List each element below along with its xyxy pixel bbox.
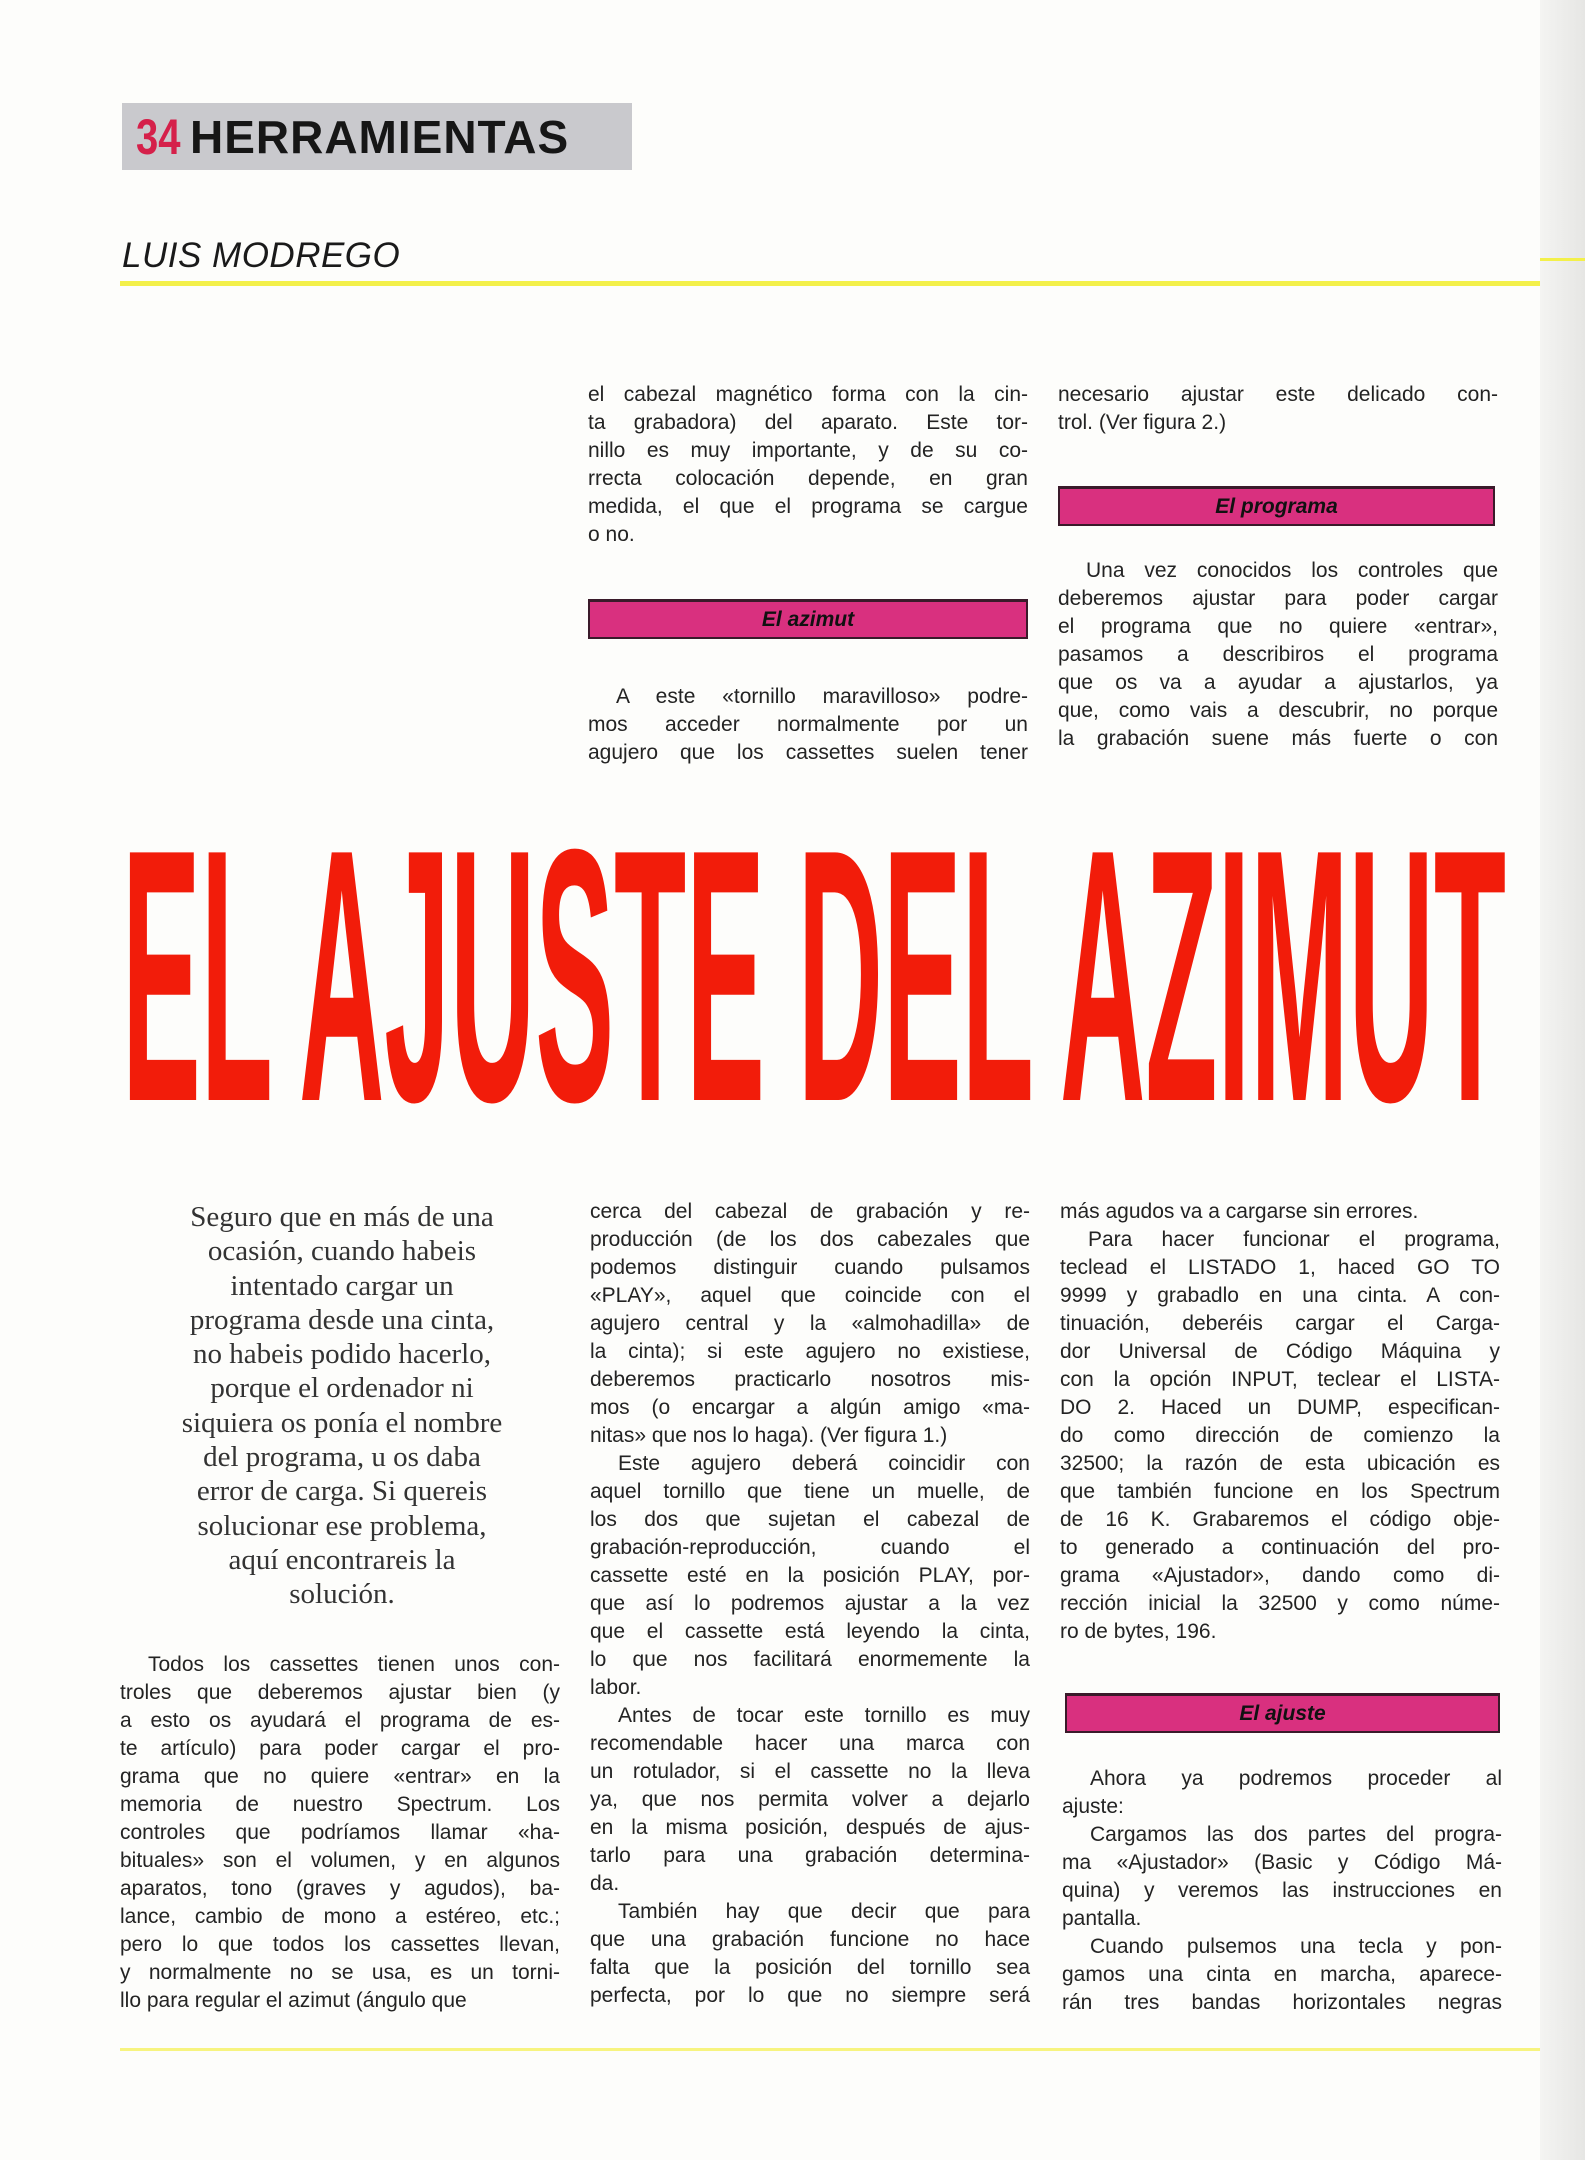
text-line: rán tres bandas horizontales negras [1062,1991,1502,2014]
text-line: da. [590,1872,620,1895]
paragraph [588,381,1028,549]
text-line: pasamos a describiros el programa [1058,643,1498,666]
text-line: perfecta, por lo que no siempre será [590,1984,1030,2007]
text-line: «PLAY», aquel que coincide con el [590,1284,1030,1307]
text-line: la cinta); si este agujero no existiese, [590,1340,1030,1363]
column-2 [590,1198,1030,2010]
intro-line: siquiera os ponía el nombre [181,1406,503,1439]
text-line: troles que deberemos ajustar bien (y [120,1681,560,1704]
text-line: memoria de nuestro Spectrum. Los [120,1793,560,1816]
text-line: Cargamos las dos partes del progra- [1090,1823,1502,1846]
text-line: los dos que sujetan el cabezal de [590,1508,1030,1531]
text-line: También hay que decir que para [618,1900,1030,1923]
text-line: Una vez conocidos los controles que [1086,559,1498,582]
column-1 [120,1651,560,2015]
heading-el-azimut: El azimut [588,599,1028,639]
text-line: agujero central y la «almohadilla» de [590,1312,1030,1335]
text-line: o no. [588,523,635,546]
text-line: do como dirección de comienzo la [1060,1424,1500,1447]
article-title-text: EL AJUSTE DEL AZIMUT [122,830,1506,1120]
text-line: labor. [590,1676,642,1699]
paragraph [1062,1765,1502,1821]
text-line: el cabezal magnético forma con la cin- [588,383,1028,406]
text-line: que os va a ayudar a ajustarlos, ya [1058,671,1498,694]
text-line: bituales» son el volumen, y en algunos [120,1849,560,1872]
paragraph [1060,1198,1500,1226]
text-line: rrecta colocación depende, en gran [588,467,1028,490]
section-name: HERRAMIENTAS [190,110,570,163]
text-line: y normalmente no se usa, es un torni- [120,1961,560,1984]
text-line: que una grabación funcione no hace [590,1928,1030,1951]
text-line: mos acceder normalmente por un [588,713,1028,736]
text-line: de 16 K. Grabaremos el código obje- [1060,1508,1500,1531]
text-line: Ahora ya podremos proceder al [1090,1767,1502,1790]
top-column-2-para [588,683,1028,767]
text-line: aquel tornillo que tiene un muelle, de [590,1480,1030,1503]
text-line: 32500; la razón de esta ubicación es [1060,1452,1500,1475]
intro-lead [122,1200,562,1612]
top-column-3 [1058,381,1498,437]
text-line: pero lo que todos los cassettes llevan, [120,1933,560,1956]
text-line: grabación-reproducción, cuando el [590,1536,1030,1559]
intro-line: solucionar ese problema, [197,1509,487,1542]
intro-line: Seguro que en más de una [190,1201,494,1233]
text-line: trol. (Ver figura 2.) [1058,411,1227,434]
text-line: a esto os ayudará el programa de es- [120,1709,560,1732]
text-line: ro de bytes, 196. [1060,1620,1217,1643]
paragraph [1058,381,1498,437]
text-line: Antes de tocar este tornillo es muy [618,1704,1030,1727]
bottom-rule [120,2048,1540,2051]
text-line: podemos distinguir cuando pulsamos [590,1256,1030,1279]
text-line: medida, el que el programa se cargue [588,495,1028,518]
text-line: dor Universal de Código Máquina y [1060,1340,1500,1363]
text-line: tarlo para una grabación determina- [590,1844,1030,1867]
text-line: producción (de los dos cabezales que [590,1228,1030,1251]
paragraph [120,1651,560,2015]
text-line: lance, cambio de mono a estéreo, etc.; [120,1905,560,1928]
text-line: mos (o encargar a algún amigo «ma- [590,1396,1030,1419]
paragraph [590,1198,1030,1450]
column-3 [1060,1198,1500,1646]
text-line: llo para regular el azimut (ángulo que [120,1989,467,2012]
text-line: to generado a continuación del pro- [1060,1536,1500,1559]
text-line: tinuación, deberéis cargar el Carga- [1060,1312,1500,1335]
text-line: más agudos va a cargarse sin errores. [1060,1200,1419,1223]
text-line: ya, que nos permita volver a dejarlo [590,1788,1030,1811]
text-line: que, como vais a descubrir, no porque [1058,699,1498,722]
intro-line: solución. [289,1578,395,1611]
paragraph [590,1450,1030,1702]
text-line: ma «Ajustador» (Basic y Código Má- [1062,1851,1502,1874]
text-line: DO 2. Haced un DUMP, especifican- [1060,1396,1500,1419]
text-line: lo que nos facilitará enormemente la [590,1648,1030,1671]
text-line: grama «Ajustador», dando como di- [1060,1564,1500,1587]
paragraph [1060,1226,1500,1646]
text-line: que así lo podremos ajustar a la vez [590,1592,1030,1615]
text-line: falta que la posición del tornillo sea [590,1956,1030,1979]
article-title [118,830,1513,1120]
text-line: que también funcione en los Spectrum [1060,1480,1500,1503]
column-3-lower [1062,1765,1502,2017]
top-column-2 [588,381,1028,549]
text-line: 9999 y grabadlo en una cinta. A con- [1060,1284,1500,1307]
intro-line: aquí encontrareis la [228,1543,456,1576]
text-line: cerca del cabezal de grabación y re- [590,1200,1030,1223]
text-line: controles que podríamos llamar «ha- [120,1821,560,1844]
text-line: Este agujero deberá coincidir con [618,1452,1030,1475]
text-line: nitas» que nos lo haga). (Ver figura 1.) [590,1424,948,1447]
text-line: ta grabadora) del aparato. Este tor- [588,411,1028,434]
top-column-3-para [1058,557,1498,753]
text-line: ajuste: [1062,1795,1124,1818]
intro-line: error de carga. Si quereis [196,1475,488,1508]
heading-el-ajuste: El ajuste [1065,1693,1500,1733]
text-line: el programa que no quiere «entrar», [1058,615,1498,638]
text-line: con la opción INPUT, teclear el LISTA- [1060,1368,1500,1391]
text-line: un rotulador, si el cassette no la lleva [590,1760,1030,1783]
intro-line: ocasión, cuando habeis [207,1235,477,1268]
paragraph [1062,1933,1502,2017]
text-line: grama que no quiere «entrar» en la [120,1765,560,1788]
paragraph [590,1898,1030,2010]
text-line: te artículo) para poder cargar el pro- [120,1737,560,1760]
text-line: en la misma posición, después de ajus- [590,1816,1030,1839]
author: LUIS MODREGO [122,236,401,275]
paragraph [1062,1821,1502,1933]
text-line: teclead el LISTADO 1, haced GO TO [1060,1256,1500,1279]
text-line: la grabación suene más fuerte o con [1058,727,1498,750]
intro-line: del programa, u os daba [203,1441,481,1474]
text-line: Para hacer funcionar el programa, [1088,1228,1500,1251]
text-line: quina) y veremos las instrucciones en [1062,1879,1502,1902]
text-line: Todos los cassettes tienen unos con- [148,1653,560,1676]
section-header [122,103,632,170]
author-rule [120,281,1540,286]
text-line: que el cassette está leyendo la cinta, [590,1620,1030,1643]
paragraph [588,683,1028,767]
edge-mark [1540,258,1585,261]
intro-line: no habeis podido hacerlo, [193,1338,491,1371]
page-edge [1540,0,1585,2160]
text-line: nillo es muy importante, y de su co- [588,439,1028,462]
text-line: deberemos ajustar para poder cargar [1058,587,1498,610]
text-line: agujero que los cassettes suelen tener [588,741,1028,764]
text-line: deberemos practicarlo nosotros mis- [590,1368,1030,1391]
heading-el-programa: El programa [1058,486,1495,526]
text-line: pantalla. [1062,1907,1142,1930]
text-line: A este «tornillo maravilloso» podre- [616,685,1028,708]
intro-line: intentado cargar un [230,1269,454,1302]
paragraph [1058,557,1498,753]
text-line: recomendable hacer una marca con [590,1732,1030,1755]
text-line: aparatos, tono (graves y agudos), ba- [120,1877,560,1900]
text-line: gamos una cinta en marcha, aparece- [1062,1963,1502,1986]
text-line: cassette esté en la posición PLAY, por- [590,1564,1030,1587]
intro-line: programa desde una cinta, [189,1303,495,1336]
text-line: rección inicial la 32500 y como núme- [1060,1592,1500,1615]
text-line: Cuando pulsemos una tecla y pon- [1090,1935,1502,1958]
text-line: necesario ajustar este delicado con- [1058,383,1498,406]
page-number: 34 [136,108,181,165]
paragraph [590,1702,1030,1898]
intro-line: porque el ordenador ni [210,1372,474,1405]
